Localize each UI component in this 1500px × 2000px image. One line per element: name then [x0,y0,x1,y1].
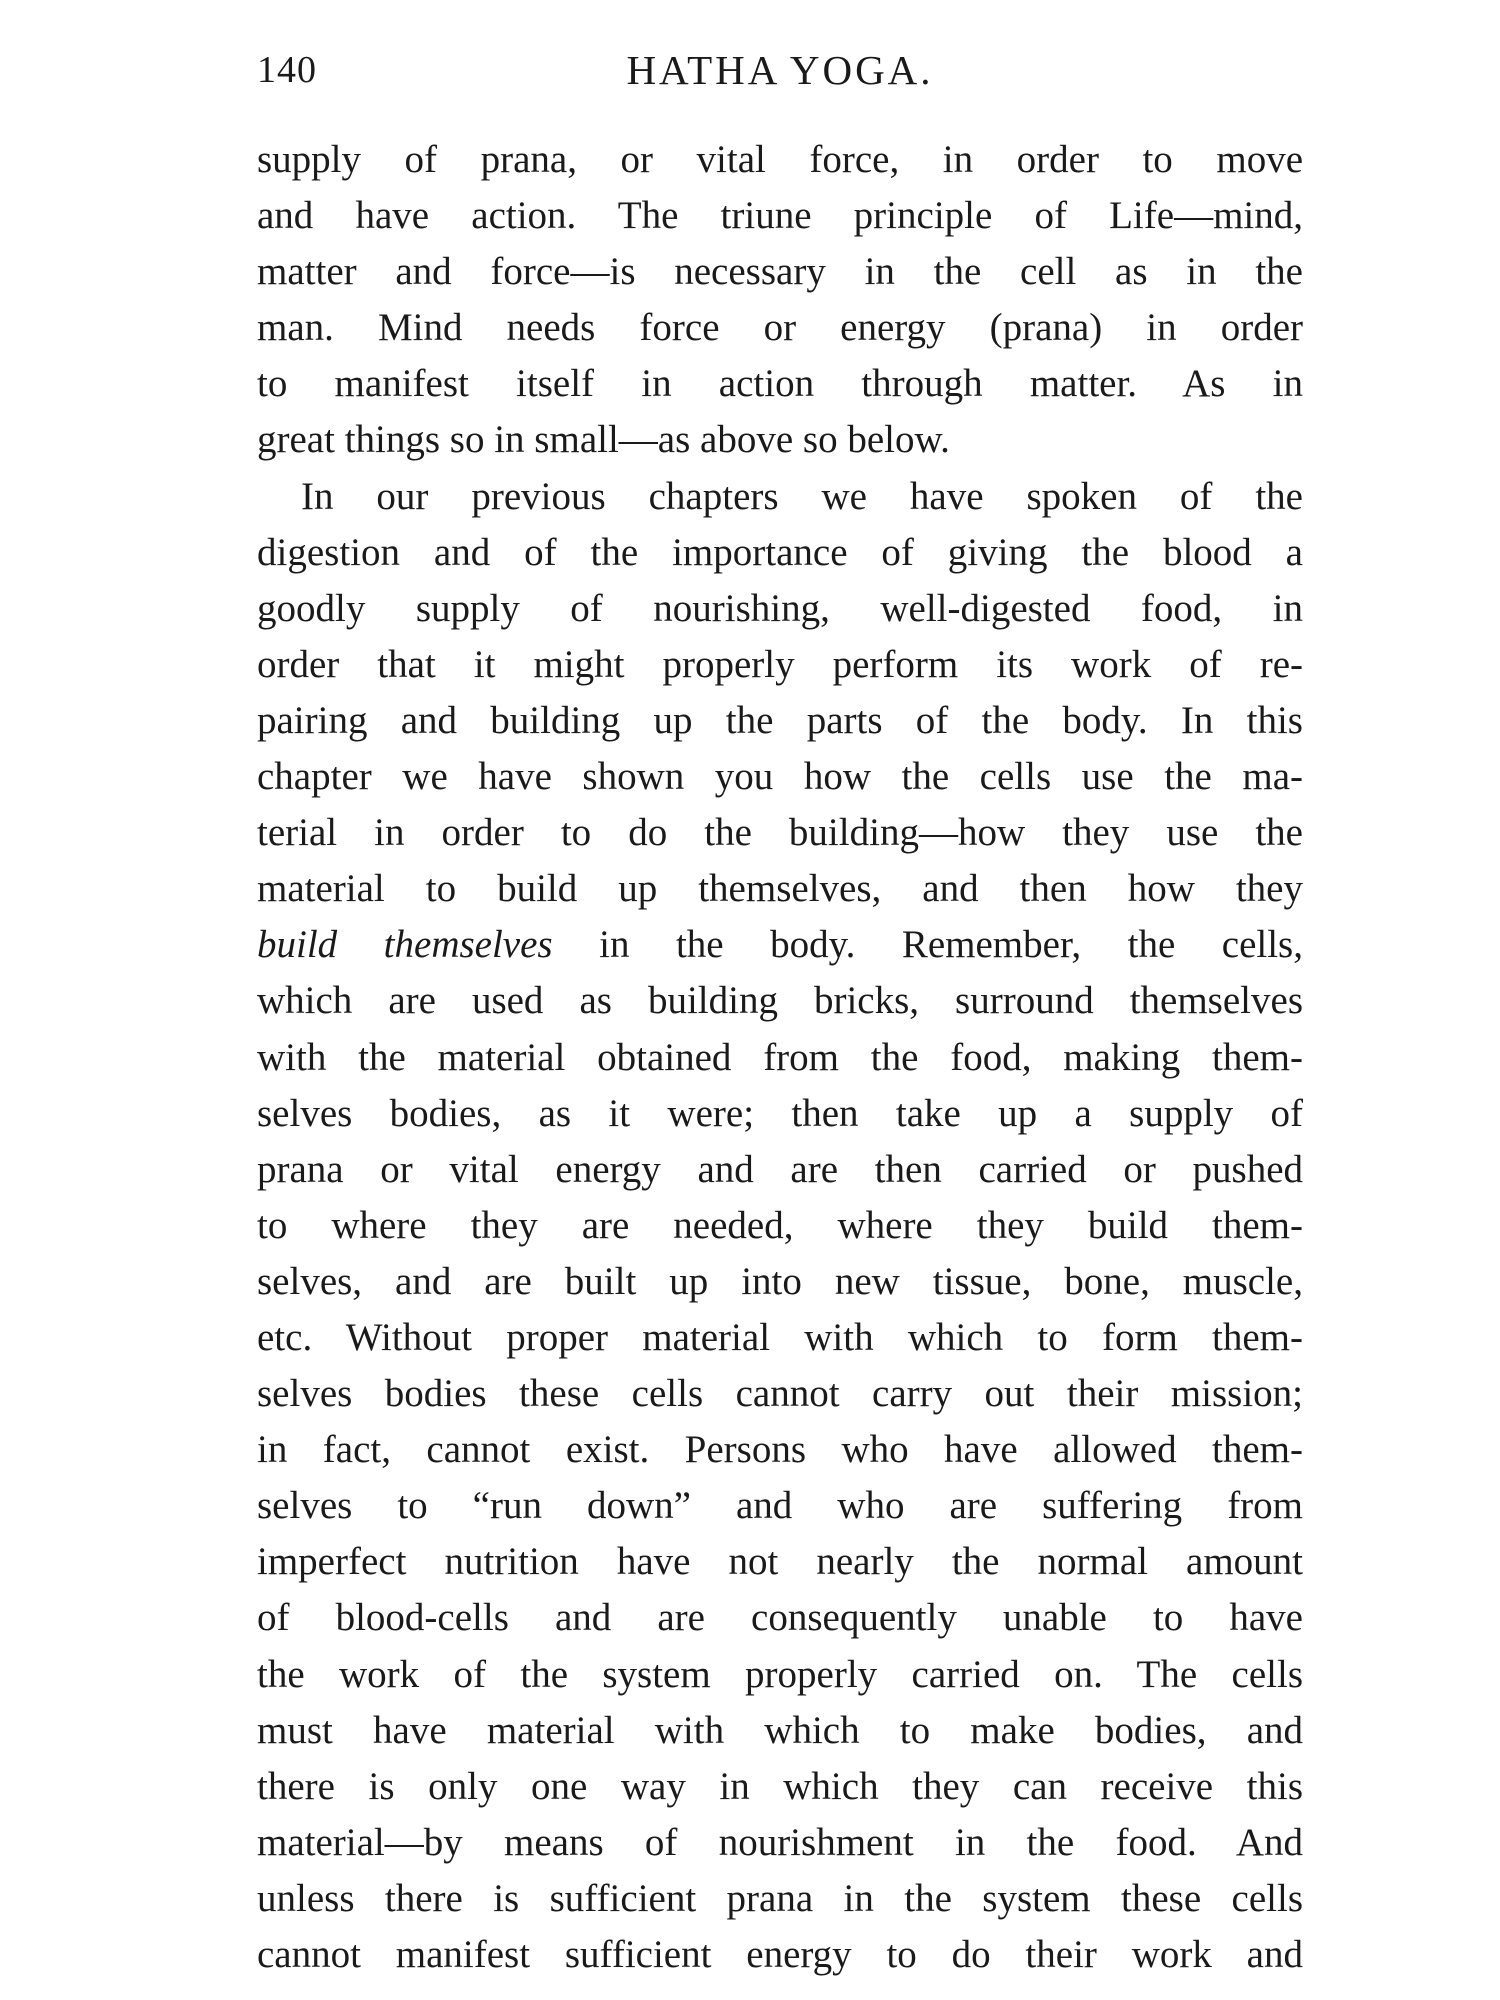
page-header [257,40,1303,100]
text-line: selves bodies, as it were; then take up a supply of [257,1091,1303,1135]
text-segment: in the body. Remember, the cells, [552,923,1303,967]
text-line: which are used as building bricks, surround themselves [257,979,1303,1023]
text-line: the work of the system properly carried on. The cells [257,1652,1303,1696]
text-line: with the material obtained from the food, making them- [257,1035,1303,1079]
text-line: etc. Without proper material with which to form them- [257,1315,1303,1359]
text-line: prana or vital energy and are then carried or pushed [257,1147,1303,1191]
text-line: to manifest itself in action through matter. As in [257,362,1303,406]
text-line: terial in order to do the building—how they use the [257,811,1303,855]
text-line: must have material with which to make bodies, and [257,1708,1303,1752]
text-line: pairing and building up the parts of the body. In this [257,698,1303,742]
text-line: digestion and of the importance of giving the blood a [257,530,1303,574]
page-number: 140 [257,49,317,91]
text-line: to where they are needed, where they build them- [257,1203,1303,1247]
text-line: and have action. The triune principle of Life—mind, [257,194,1303,238]
text-line: chapter we have shown you how the cells use the ma- [257,755,1303,799]
text-line: selves to “run down” and who are suffering from [257,1484,1303,1528]
text-line: supply of prana, or vital force, in order to move [257,138,1303,181]
paragraph-start-line: In our previous chapters we have spoken of the [301,474,1303,518]
italic-phrase: build themselves [257,923,553,967]
text-line: man. Mind needs force or energy (prana) in order [257,306,1303,350]
text-line: in fact, cannot exist. Persons who have allowed them- [257,1428,1303,1472]
running-title: HATHA YOGA. [626,47,934,93]
text-line: material to build up themselves, and then how they [257,867,1303,911]
text-line: unless there is sufficient prana in the system these cells [257,1876,1303,1920]
text-line: material—by means of nourishment in the food. And [257,1820,1303,1864]
text-line: imperfect nutrition have not nearly the normal amount [257,1540,1303,1584]
text-line: goodly supply of nourishing, well-digested food, in [257,586,1303,630]
text-line: order that it might properly perform its work of re- [257,642,1303,686]
text-line: selves bodies these cells cannot carry out their mission; [257,1372,1303,1416]
paragraph-end-line: great things so in small—as above so below. [257,418,950,462]
text-line: there is only one way in which they can receive this [257,1764,1303,1808]
text-line: cannot manifest sufficient energy to do their work and [257,1933,1303,1976]
text-line: of blood-cells and are consequently unable to have [257,1596,1303,1640]
body-text [257,132,1303,1983]
text-line: selves, and are built up into new tissue, bone, muscle, [257,1259,1303,1303]
text-line-with-italic [257,917,1303,973]
text-line: matter and force—is necessary in the cell as in the [257,250,1303,294]
